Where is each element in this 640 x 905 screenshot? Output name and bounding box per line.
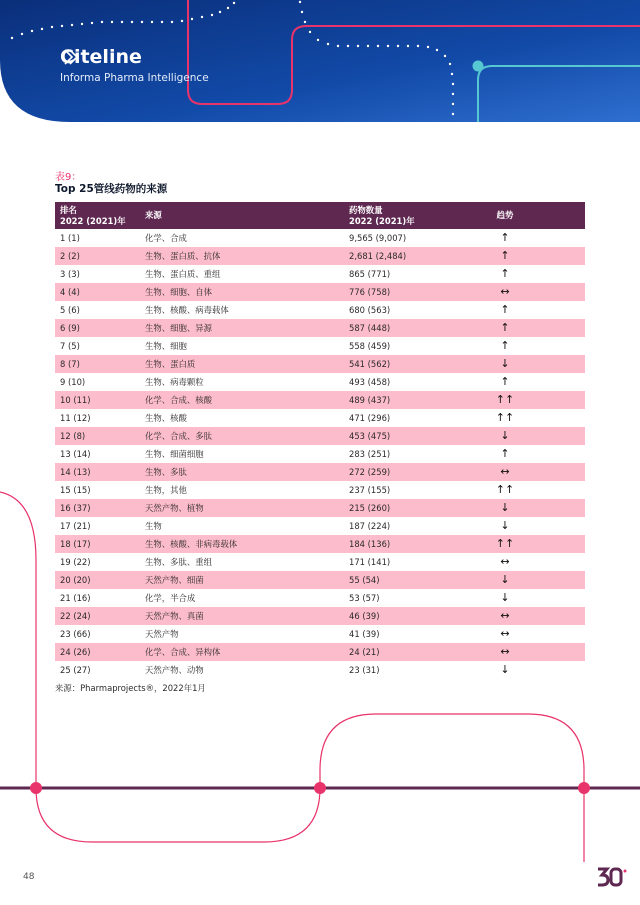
trend-arrow-icon: ↔ [500,285,510,298]
trend-arrow-icon: ↑↑ [495,393,515,406]
trend-arrow-icon: ↔ [500,627,510,640]
count-cell: 493 (458) [349,377,391,387]
source-cell: 生物、多肽、重组 [145,557,212,567]
table-row [55,319,585,337]
rank-cell: 13 (14) [60,449,91,459]
rank-cell: 25 (27) [60,665,91,675]
trend-arrow-icon: ↑ [500,231,510,244]
count-cell: 471 (296) [349,413,391,423]
table-row [55,571,585,589]
table-row [55,661,585,679]
table-row [55,373,585,391]
table-row [55,337,585,355]
source-cell: 天然产物、细菌 [145,575,204,585]
source-cell: 生物、蛋白质、抗体 [145,251,221,261]
count-cell: 41 (39) [349,629,380,639]
trend-arrow-icon: ↑↑ [495,483,515,496]
trend-arrow-icon: ↑ [500,249,510,262]
rank-cell: 4 (4) [60,287,80,297]
data-table [55,202,585,679]
table-row [55,229,585,247]
count-cell: 558 (459) [349,341,391,351]
trend-arrow-icon: ↔ [500,465,510,478]
trend-arrow-icon: ↑ [500,303,510,316]
source-cell: 生物、核酸 [145,413,187,423]
source-cell: 生物、细胞、异源 [145,323,212,333]
count-cell: 272 (259) [349,467,391,477]
source-cell: 化学、合成、核酸 [145,395,212,405]
rank-cell: 17 (21) [60,521,91,531]
table-body [55,229,585,679]
count-cell: 23 (31) [349,665,380,675]
table-row [55,409,585,427]
trend-arrow-icon: ↓ [500,429,510,442]
rank-cell: 2 (2) [60,251,80,261]
header-source: 来源 [145,210,162,220]
trend-arrow-icon: ↓ [500,573,510,586]
header-trend: 趋势 [496,210,514,220]
trend-arrow-icon: ↑↑ [495,537,515,550]
count-cell: 283 (251) [349,449,391,459]
source-cell: 天然产物 [145,629,179,639]
table-row [55,355,585,373]
count-cell: 215 (260) [349,503,391,513]
brand-name: Citeline [60,46,142,68]
source-cell: 生物，其他 [145,485,187,495]
source-cell: 生物、蛋白质 [145,359,196,369]
trend-arrow-icon: ↓ [500,501,510,514]
source-cell: 生物、蛋白质、重组 [145,269,221,279]
anniversary-logo [596,866,630,888]
brand-subtitle: Informa Pharma Intelligence [60,72,209,84]
rank-cell: 6 (9) [60,323,80,333]
count-cell: 53 (57) [349,593,380,603]
source-cell: 天然产物、真菌 [145,611,204,621]
rank-cell: 3 (3) [60,269,80,279]
table-row [55,481,585,499]
table-row [55,445,585,463]
source-cell: 化学、合成、异构体 [145,647,221,657]
table-label: 表9： [55,172,82,183]
trend-arrow-icon: ↔ [500,645,510,658]
table-row [55,301,585,319]
rank-cell: 20 (20) [60,575,91,585]
rank-cell: 11 (12) [60,413,91,423]
count-cell: 865 (771) [349,269,391,279]
source-cell: 生物 [145,521,162,531]
rank-cell: 15 (15) [60,485,91,495]
rank-cell: 7 (5) [60,341,80,351]
table-header [55,202,585,229]
trend-arrow-icon: ↓ [500,357,510,370]
trend-arrow-icon: ↑ [500,375,510,388]
table-row [55,589,585,607]
rank-cell: 5 (6) [60,305,80,315]
count-cell: 237 (155) [349,485,391,495]
count-cell: 9,565 (9,007) [349,233,407,243]
count-cell: 46 (39) [349,611,380,621]
table-row [55,265,585,283]
count-cell: 776 (758) [349,287,391,297]
header-count: 药物数量 2022 (2021)年 [349,205,415,226]
rank-cell: 23 (66) [60,629,91,639]
trend-arrow-icon: ↑ [500,339,510,352]
rank-cell: 22 (24) [60,611,91,621]
count-cell: 680 (563) [349,305,391,315]
header-rank: 排名 2022 (2021)年 [60,205,126,226]
source-cell: 生物、多肽 [145,467,187,477]
rank-cell: 16 (37) [60,503,91,513]
source-cell: 化学、合成、多肽 [145,431,212,441]
trend-arrow-icon: ↔ [500,555,510,568]
table-row [55,643,585,661]
rank-cell: 19 (22) [60,557,91,567]
source-cell: 化学、合成 [145,233,187,243]
source-cell: 天然产物、植物 [145,503,204,513]
table-row [55,553,585,571]
trend-arrow-icon: ↑ [500,447,510,460]
source-cell: 生物、病毒颗粒 [145,377,204,387]
source-cell: 生物、细菌细胞 [145,449,204,459]
table-row [55,535,585,553]
rank-cell: 18 (17) [60,539,91,549]
source-cell: 生物、细胞、自体 [145,287,212,297]
table-row [55,625,585,643]
rank-cell: 9 (10) [60,377,86,387]
trend-arrow-icon: ↓ [500,519,510,532]
trend-arrow-icon: ↔ [500,609,510,622]
table-row [55,247,585,265]
source-cell: 生物、核酸、病毒载体 [145,305,229,315]
trend-arrow-icon: ↑ [500,321,510,334]
table-row [55,607,585,625]
source-cell: 天然产物、动物 [145,665,204,675]
trend-arrow-icon: ↓ [500,663,510,676]
table-row [55,463,585,481]
count-cell: 187 (224) [349,521,391,531]
source-note: 来源：Pharmaprojects®，2022年1月 [55,683,206,693]
rank-cell: 1 (1) [60,233,80,243]
trend-arrow-icon: ↑↑ [495,411,515,424]
count-cell: 453 (475) [349,431,391,441]
count-cell: 489 (437) [349,395,391,405]
trend-arrow-icon: ↑ [500,267,510,280]
rank-cell: 12 (8) [60,431,86,441]
count-cell: 2,681 (2,484) [349,251,407,261]
table-row [55,283,585,301]
count-cell: 55 (54) [349,575,380,585]
table-title: Top 25管线药物的来源 [55,183,168,195]
rank-cell: 24 (26) [60,647,91,657]
rank-cell: 21 (16) [60,593,91,603]
source-cell: 生物、核酸、非病毒载体 [145,539,238,549]
count-cell: 184 (136) [349,539,391,549]
trend-arrow-icon: ↓ [500,591,510,604]
table-row [55,499,585,517]
table-row [55,391,585,409]
count-cell: 24 (21) [349,647,380,657]
count-cell: 171 (141) [349,557,391,567]
rank-cell: 8 (7) [60,359,80,369]
count-cell: 587 (448) [349,323,391,333]
table-row [55,427,585,445]
table-row [55,517,585,535]
rank-cell: 14 (13) [60,467,91,477]
rank-cell: 10 (11) [60,395,91,405]
source-cell: 化学，半合成 [145,593,196,603]
page-number: 48 [23,872,35,882]
source-cell: 生物、细胞 [145,341,187,351]
count-cell: 541 (562) [349,359,391,369]
